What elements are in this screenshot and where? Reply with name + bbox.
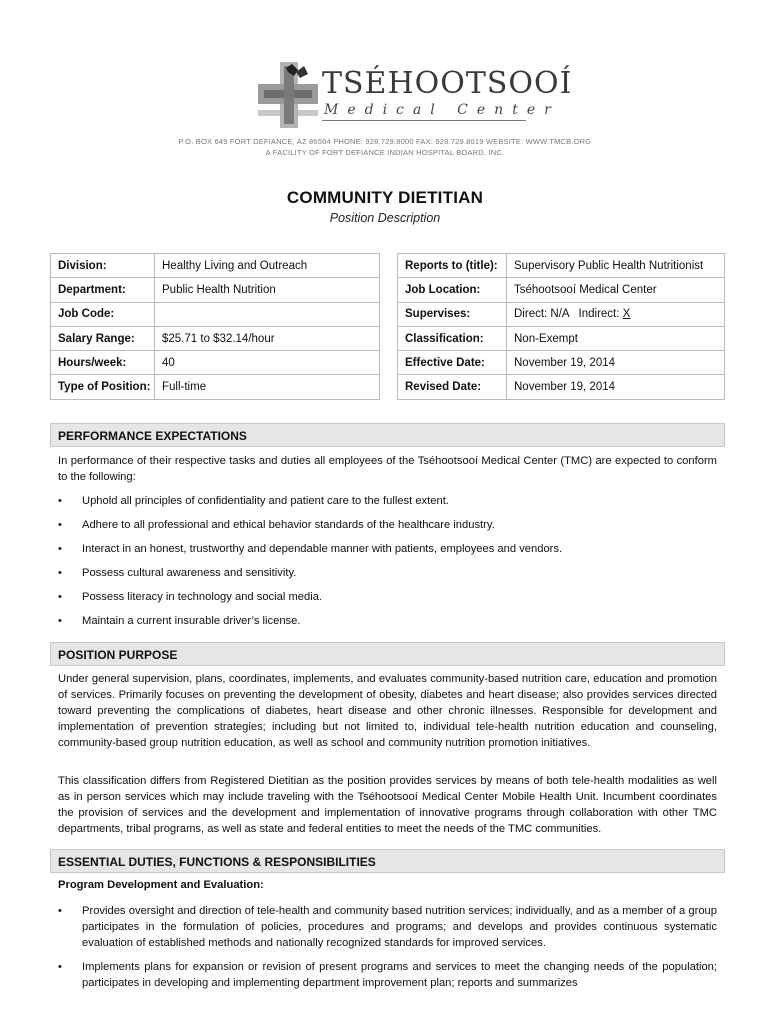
list-item: • Possess cultural awareness and sensitivity. xyxy=(82,565,717,581)
table-row xyxy=(51,375,380,399)
purpose-paragraph-2: This classification differs from Registered Dietitian as the position provides services by means of both tele-health modalities as well as in person services which may include traveling with the Tséhootsooí Medical Center Mobile Health Unit. Incumbent coordinates the provision of services and the development and implementation of innovative programs through collaboration with other TMC departments, tribal programs, as well as state and federal entities to meet the needs of the TMC communities. xyxy=(58,775,717,835)
info-value xyxy=(507,302,725,326)
section-header-purpose xyxy=(50,642,725,666)
indirect-mark: X xyxy=(622,308,631,321)
section-heading: ESSENTIAL DUTIES, FUNCTIONS & RESPONSIBILITIES xyxy=(58,855,376,869)
info-value: $25.71 to $32.14/hour xyxy=(155,326,380,350)
table-row xyxy=(51,278,380,302)
info-label: Salary Range: xyxy=(51,326,155,350)
info-value: Non-Exempt xyxy=(507,326,725,350)
supervises-text: Direct: N/A Indirect: xyxy=(514,308,623,321)
info-label: Revised Date: xyxy=(398,375,507,399)
info-label: Supervises: xyxy=(398,302,507,326)
info-value: Healthy Living and Outreach xyxy=(155,254,380,278)
info-value: Public Health Nutrition xyxy=(155,278,380,302)
table-row xyxy=(398,351,725,375)
table-row xyxy=(398,375,725,399)
org-name: TSÉHOOTSOOÍ xyxy=(322,66,573,101)
info-label: Job Location: xyxy=(398,278,507,302)
table-row xyxy=(51,326,380,350)
section-heading: POSITION PURPOSE xyxy=(58,648,178,662)
table-row xyxy=(398,278,725,302)
org-subtitle: Medical Center xyxy=(324,102,560,118)
list-item: • Uphold all principles of confidentiality and patient care to the fullest extent. xyxy=(82,493,717,509)
document-subtitle: Position Description xyxy=(329,211,441,225)
info-label: Effective Date: xyxy=(398,351,507,375)
document-title: COMMUNITY DIETITIAN xyxy=(286,188,484,207)
list-item: • Implements plans for expansion or revision of present programs and services to meet the changing needs of the population; participates in developing and implementing department improvement plan; reports and summarizes xyxy=(82,959,717,991)
info-label: Division: xyxy=(51,254,155,278)
section-header-performance xyxy=(50,423,725,447)
logo-mark-icon xyxy=(258,62,318,128)
info-table-left xyxy=(50,253,380,400)
table-row xyxy=(398,302,725,326)
address-line: P.O. BOX 649 FORT DEFIANCE, AZ 86504 PHONE: 928.729.8000 FAX: 928.729.8019 WEBSITE: WWW.TMCB.ORG xyxy=(178,137,592,146)
facility-line: A FACILITY OF FORT DEFIANCE INDIAN HOSPITAL BOARD, INC. xyxy=(265,148,505,157)
list-item: • Adhere to all professional and ethical behavior standards of the healthcare industry. xyxy=(82,517,717,533)
info-value: November 19, 2014 xyxy=(507,375,725,399)
logo-divider xyxy=(322,120,526,121)
info-label: Job Code: xyxy=(51,302,155,326)
table-row xyxy=(51,254,380,278)
info-label: Type of Position: xyxy=(51,375,155,399)
info-table-right xyxy=(397,253,725,400)
list-item: • Maintain a current insurable driver’s license. xyxy=(82,613,717,629)
list-item: • Interact in an honest, trustworthy and dependable manner with patients, employees and vendors. xyxy=(82,541,717,557)
list-item: • Possess literacy in technology and social media. xyxy=(82,589,717,605)
info-value: 40 xyxy=(155,351,380,375)
info-label: Reports to (title): xyxy=(398,254,507,278)
info-value: November 19, 2014 xyxy=(507,351,725,375)
table-row xyxy=(398,254,725,278)
table-row xyxy=(51,302,380,326)
duties-subheading: Program Development and Evaluation: xyxy=(58,879,264,891)
info-value xyxy=(155,302,380,326)
table-row xyxy=(398,326,725,350)
org-logo xyxy=(258,62,573,132)
list-item: • Provides oversight and direction of tele-health and community based nutrition services; individually, and as a member of a group participates in the formulation of policies, procedures and programs; and develops and provides continuous systematic evaluation of established methods and nationally recognized standards for improved services. xyxy=(82,903,717,951)
info-value: Tséhootsooí Medical Center xyxy=(507,278,725,302)
info-label: Hours/week: xyxy=(51,351,155,375)
section-header-duties xyxy=(50,849,725,873)
info-value: Supervisory Public Health Nutritionist xyxy=(507,254,725,278)
table-row xyxy=(51,351,380,375)
info-label: Department: xyxy=(51,278,155,302)
info-value: Full-time xyxy=(155,375,380,399)
info-label: Classification: xyxy=(398,326,507,350)
section-heading: PERFORMANCE EXPECTATIONS xyxy=(58,429,247,443)
purpose-paragraph-1: Under general supervision, plans, coordinates, implements, and evaluates community-based nutrition care, education and promotion of services. Primarily focuses on preventing the development of obesity, diabetes and heart disease; also provides services directed toward preventing the complications of diabetes, heart disease and other chronic illnesses. Responsible for development and implementation of prevention strategies; including but not limited to, individual tele-health nutrition education and counseling, community-based group nutrition education, as well as school and community nutrition promotion initiatives. xyxy=(58,673,717,749)
performance-intro: In performance of their respective tasks and duties all employees of the Tséhootsooí Medical Center (TMC) are expected to conform to the following: xyxy=(58,455,717,483)
